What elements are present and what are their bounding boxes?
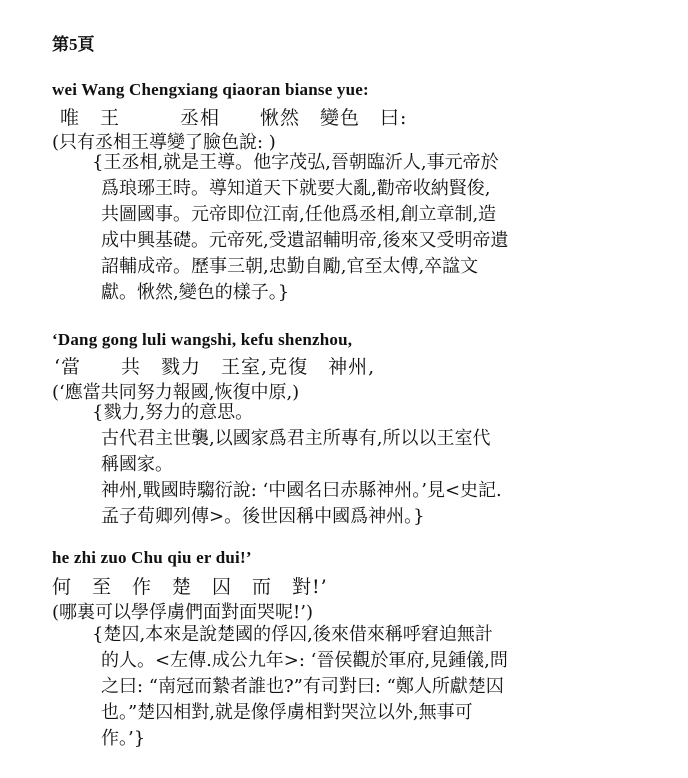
pinyin-line-2: ‘Dang gong luli wangshi, kefu shenzhou, [52,330,353,349]
annotation-line: 之曰: “南冠而縶者誰也?”有司對曰: “鄭人所獻楚囚 [101,676,504,697]
translation-line-3: (哪裏可以學俘虜們面對面哭呢!’) [52,602,313,623]
pinyin-line-1: wei Wang Chengxiang qiaoran bianse yue: [52,80,369,99]
annotation-block-1 [92,150,508,306]
annotation-block-3 [92,622,508,752]
page-number: 第5頁 [52,35,95,54]
annotation-line: 爲琅琊王時。導知道天下就要大亂,勸帝收納賢俊, [101,178,491,199]
translation-line-2: (‘應當共同努力報國,恢復中原,) [52,382,300,403]
annotation-line: {楚囚,本來是說楚國的俘囚,後來借來稱呼窘迫無計 [92,624,493,645]
annotation-line: 神州,戰國時騶衍說: ‘中國名曰赤縣神州。’見<史記. [101,480,502,501]
annotation-line: 古代君主世襲,以國家爲君主所專有,所以以王室代 [101,428,491,449]
annotation-line: 作。’} [101,728,146,749]
chinese-text-line-3: 何 至 作 楚 囚 而 對!’ [52,576,328,598]
annotation-line: {戮力,努力的意思。 [92,402,254,423]
annotation-line: 成中興基礎。元帝死,受遺詔輔明帝,後來又受明帝遺 [101,230,509,251]
chinese-text-line-2: ‘當 共 戮力 王室,克復 神州, [54,356,376,378]
pinyin-line-3: he zhi zuo Chu qiu er dui!’ [52,548,252,567]
annotation-line: 獻。愀然,變色的樣子。} [101,282,290,303]
annotation-line: 也。”楚囚相對,就是像俘虜相對哭泣以外,無事可 [101,702,473,723]
annotation-block-2 [92,400,502,530]
annotation-line: 稱國家。 [101,454,173,475]
chinese-text-line-1: 唯 王 丞相 愀然 變色 曰: [60,107,408,129]
annotation-line: 共圖國事。元帝即位江南,任他爲丞相,創立章制,造 [101,204,497,225]
translation-line-1: (只有丞相王導變了臉色說: ) [52,132,276,153]
annotation-line: 的人。<左傳.成公九年>: ‘晉侯觀於軍府,見鍾儀,問 [101,650,508,671]
annotation-line: {王丞相,就是王導。他字茂弘,晉朝臨沂人,事元帝於 [92,152,499,173]
annotation-line: 孟子荀卿列傳>。後世因稱中國爲神州。} [101,506,425,527]
annotation-line: 詔輔成帝。歷事三朝,忠勤自勵,官至太傅,卒諡文 [101,256,479,277]
